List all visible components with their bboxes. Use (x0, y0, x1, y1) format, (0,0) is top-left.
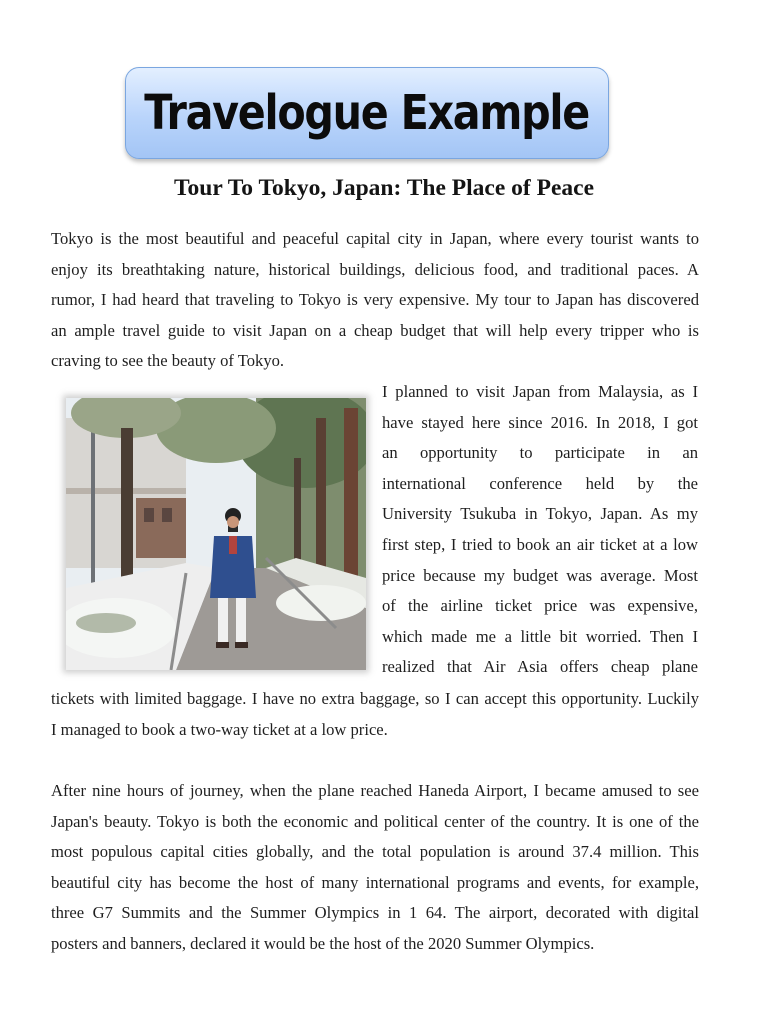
paragraph-line: price because my budget was average. Most (382, 565, 698, 585)
paragraph-line: international conference held by the (382, 473, 698, 493)
paragraph-line: I planned to visit Japan from Malaysia, as I (382, 382, 698, 401)
paragraph-line: enjoy its breathtaking nature, historical buildings, delicious food, and traditional paces. A (51, 259, 699, 279)
paragraph-line: of the airline ticket price was expensive, (382, 596, 698, 616)
paragraph-line: Tokyo is the most beautiful and peaceful capital city in Japan, where every tourist wants to (51, 229, 699, 248)
paragraph-line: Japan's beauty. Tokyo is both the economic and political center of the country. It is one of the (51, 811, 699, 831)
paragraph-line: an opportunity to participate in an (382, 443, 698, 463)
paragraph-intro (51, 224, 699, 377)
article-heading: Tour To Tokyo, Japan: The Place of Peace (173, 175, 595, 201)
paragraph-line: which made me a little bit worried. Then I (382, 626, 698, 646)
paragraph-arrival (51, 776, 699, 960)
paragraph-line: After nine hours of journey, when the plane reached Haneda Airport, I became amused to see (51, 781, 699, 800)
travel-photo (66, 398, 366, 670)
paragraph-line: tickets with limited baggage. I have no extra baggage, so I can accept this opportunity. Luckily (51, 689, 699, 708)
page-title: Travelogue Example (144, 85, 590, 141)
paragraph-line: an ample travel guide to visit Japan on a cheap budget that will help every tripper who is (51, 320, 699, 340)
paragraph-line: most populous capital cities globally, and the total population is around 37.4 million. This (51, 842, 699, 862)
paragraph-line: craving to see the beauty of Tokyo. (51, 351, 285, 371)
paragraph-line: University Tsukuba in Tokyo, Japan. As my (382, 504, 698, 524)
paragraph-line: have stayed here since 2016. In 2018, I got (382, 412, 698, 432)
paragraph-line: posters and banners, declared it would be the host of the 2020 Summer Olympics. (51, 933, 595, 953)
paragraph-side-continued (51, 684, 699, 745)
paragraph-line: I managed to book a two-way ticket at a low price. (51, 719, 388, 739)
paragraph-line: three G7 Summits and the Summer Olympics in 1 64. The airport, decorated with digital (51, 903, 699, 923)
photo-illustration (66, 398, 366, 670)
paragraph-side (382, 377, 698, 683)
paragraph-line: realized that Air Asia offers cheap plane (382, 657, 698, 677)
paragraph-line: beautiful city has become the host of many international programs and events, for example, (51, 872, 699, 892)
paragraph-line: rumor, I had heard that traveling to Tokyo is very expensive. My tour to Japan has discovered (51, 290, 699, 310)
title-banner (125, 67, 609, 159)
paragraph-line: first step, I tried to book an air ticket at a low (382, 534, 698, 554)
